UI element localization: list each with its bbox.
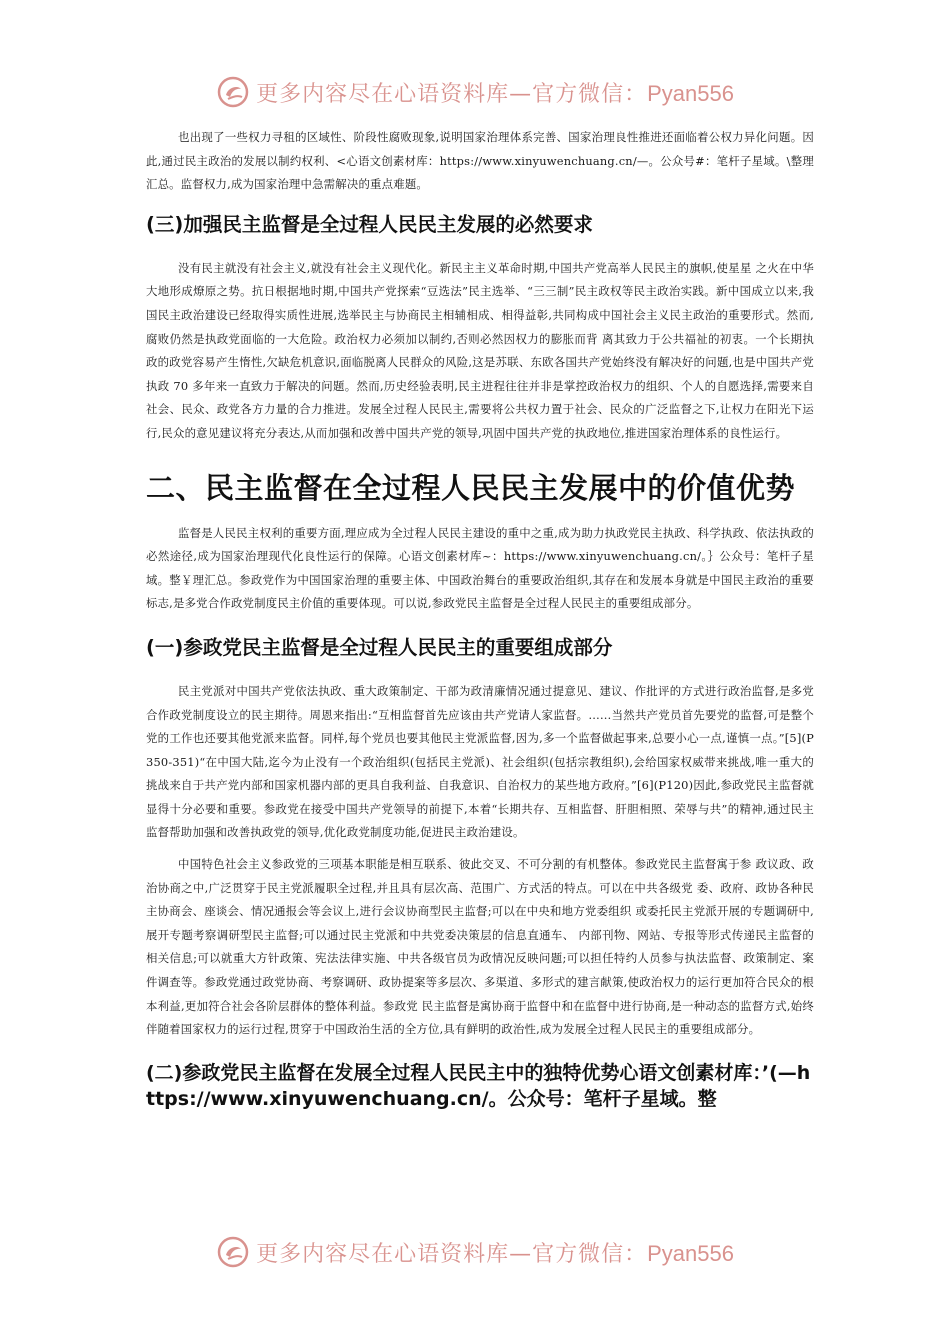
watermark-logo-icon — [216, 75, 250, 109]
watermark-text: 更多内容尽在心语资料库—官方微信：Pyan556 — [256, 1240, 734, 1267]
major-heading-2: 二、民主监督在全过程人民民主发展中的价值优势 — [146, 470, 796, 505]
document-body — [146, 126, 814, 1112]
section-1-paragraph-a: 民主党派对中国共产党依法执政、重大政策制定、干部为政清廉情况通过提意见、建议、作批评的方式进行政治监督,是多党合作政党制度设立的民主期待。周恩来指出:“互相监督首先应该由共产党请人家监督。……当然共产党员首先要党的监督,可是整个党的工作也还要其他党派来监督。同样,每个党员也要其他民主党派监督,因为,多一个监督做起事来,总要小心一点,谨慎一点。”[5](P350-351)“在中国大陆,迄今为止没有一个政治组织(包括民主党派)、社会组织(包括宗教组织),会给国家权威带来挑战,唯一重大的挑战来自于共产党内部和国家机器内部的更具自我利益、自我意识、自治权力的某些地方政府。”[6](P120)因此,参政党民主监督就显得十分必要和重要。参政党在接受中国共产党领导的前提下,本着“长期共存、互相监督、肝胆相照、荣辱与共”的精神,通过民主监督帮助加强和改善执政党的领导,优化政党制度功能,促进民主政治建设。 — [146, 683, 814, 840]
watermark-wechat-id: Pyan556 — [647, 80, 734, 106]
watermark-banner-top — [0, 72, 950, 112]
section-3-paragraph: 没有民主就没有社会主义,就没有社会主义现代化。新民主主义革命时期,中国共产党高举人民民主的旗帜,使星星 之火在中华大地形成燎原之势。抗日根据地时期,中国共产党探索“豆选法”民主选举、“三三制”民主政权等民主政治实践。新中国成立以来,我国民主政治建设已经取得实质性进展,选举民主与协商民主相辅相成、相得益彰,共同构成中国社会主义民主政治的重要形式。然而,腐败仍然是执政党面临的一大危险。政治权力必须加以制约,否则必然因权力的膨胀而背 离其致力于公共福祉的初衷。一个长期执政的政党容易产生惰性,欠缺危机意识,面临脱离人民群众的风险,这是苏联、东欧各国共产党始终没有解决好的问题,也是中国共产党执政 70 多年来一直致力于解决的问题。然而,历史经验表明,民主进程往往并非是掌控政治权力的组织、个人的自愿选择,需要来自社会、民众、政党各方力量的合力推进。发展全过程人民民主,需要将公共权力置于社会、民众的广泛监督之下,让权力在阳光下运行,民众的意见建议将充分表达,从而加强和改善中国共产党的领导,巩固中国共产党的执政地位,推进国家治理体系的良性运行。 — [146, 260, 814, 440]
watermark-logo-icon — [216, 1235, 250, 1269]
watermark-banner-bottom — [0, 1232, 950, 1272]
section-heading-2: (二)参政党民主监督在发展全过程人民民主中的独特优势心语文创素材库：’(—https://www.xinyuwenchuang.cn/。公众号：笔杆子星域。整 — [146, 1061, 811, 1110]
part-2-intro-paragraph: 监督是人民民主权利的重要方面,理应成为全过程人民民主建设的重中之重,成为助力执政党民主执政、科学执政、依法执政的必然途径,成为国家治理现代化良性运行的保障。心语文创素材库~：https://www.xinyuwenchuang.cn/。｝公众号：笔杆子星域。整￥理汇总。参政党作为中国国家治理的重要主体、中国政治舞台的重要政治组织,其存在和发展本身就是中国民主政治的重要标志,是多党合作政党制度民主价值的重要体现。可以说,参政党民主监督是全过程人民民主的重要组成部分。 — [146, 525, 814, 611]
watermark-wechat-id: Pyan556 — [647, 1240, 734, 1266]
section-heading-3: (三)加强民主监督是全过程人民民主发展的必然要求 — [146, 212, 593, 236]
section-1-paragraph-b: 中国特色社会主义参政党的三项基本职能是相互联系、彼此交叉、不可分割的有机整体。参政党民主监督寓于参 政议政、政治协商之中,广泛贯穿于民主党派履职全过程,并且具有层次高、范围广、方式活的特点。可以在中共各级党 委、政府、政协各种民主协商会、座谈会、情况通报会等会议上,进行会议协商型民主监督;可以在中央和地方党委组织 或委托民主党派开展的专题调研中,展开专题考察调研型民主监督;可以通过民主党派和中共党委决策层的信息直通车、 内部刊物、网站、专报等形式传递民主监督的相关信息;可以就重大方针政策、宪法法律实施、中共各级官员为政情况反映问题;可以担任特约人员参与执法监督、政策制定、案件调查等。参政党通过政党协商、考察调研、政协提案等多层次、多渠道、多形式的建言献策,使政治权力的运行更加符合民众的根本利益,更加符合社会各阶层群体的整体利益。参政党 民主监督是寓协商于监督中和在监督中进行协商,是一种动态的监督方式,始终伴随着国家权力的运行过程,贯穿于中国政治生活的全方位,具有鲜明的政治性,成为发展全过程人民民主的重要组成部分。 — [146, 857, 814, 1037]
watermark-text: 更多内容尽在心语资料库—官方微信：Pyan556 — [256, 80, 734, 107]
section-heading-1: (一)参政党民主监督是全过程人民民主的重要组成部分 — [146, 635, 613, 659]
intro-paragraph: 也出现了一些权力寻租的区域性、阶段性腐败现象,说明国家治理体系完善、国家治理良性推进还面临着公权力异化问题。因此,通过民主政治的发展以制约权利、<心语文创素材库：https://www.xinyuwenchuang.cn/—。公众号#：笔杆子星域。\整理汇总。监督权力,成为国家治理中急需解决的重点难题。 — [146, 130, 814, 192]
